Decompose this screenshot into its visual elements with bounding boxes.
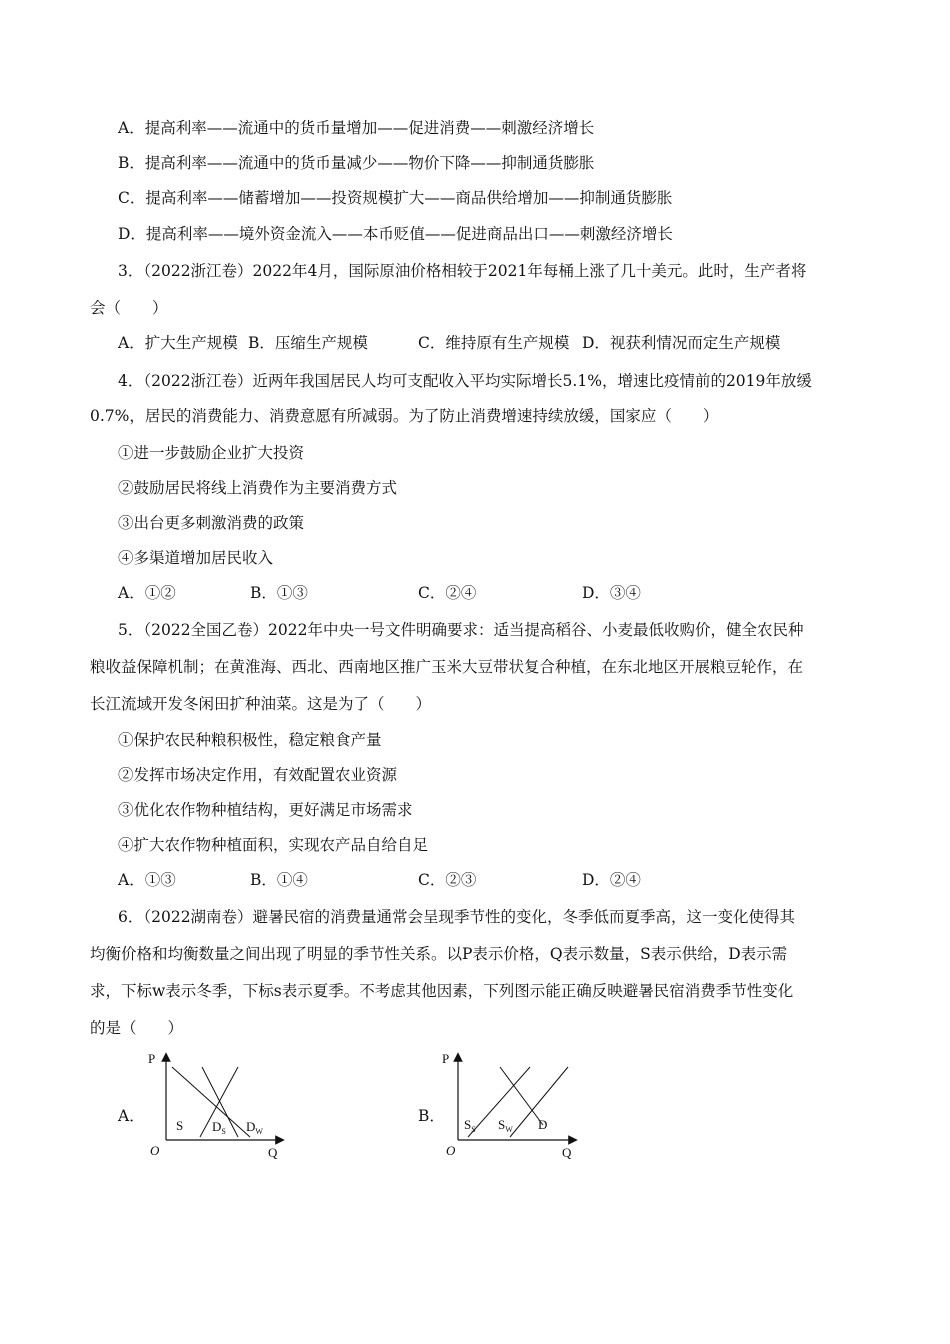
q6-graph-a-option: A． <box>118 1107 145 1125</box>
q3-option-c: C．维持原有生产规模 <box>418 334 570 352</box>
q5-option-d: D．②④ <box>582 871 641 889</box>
q2-option-d: D．提高利率——境外资金流入——本币贬值——促进商品出口——刺激经济增长 <box>118 225 673 243</box>
q4-stem-line1: 4．（2022浙江卷）近两年我国居民人均可支配收入平均实际增长5.1%，增速比疫情前的2019年放缓 <box>118 372 812 390</box>
q5-option-a: A．①③ <box>118 871 176 889</box>
q4-option-a: A．①② <box>118 584 176 602</box>
q3-option-a: A．扩大生产规模 <box>118 334 238 352</box>
graph-b-d-label: D <box>538 1117 548 1132</box>
q5-item-3: ③优化农作物种植结构，更好满足市场需求 <box>118 801 413 819</box>
graph-b-q-label: Q <box>562 1145 572 1160</box>
q5-stem-line1: 5．（2022全国乙卷）2022年中央一号文件明确要求：适当提高稻谷、小麦最低收购价，健全农民种 <box>118 621 804 639</box>
q4-option-b: B．①③ <box>250 584 308 602</box>
q3-option-b: B．压缩生产规模 <box>248 334 368 352</box>
graph-b-p-label: P <box>442 1051 450 1066</box>
graph-a-ds-label: $D_S$ <box>212 1119 226 1136</box>
q5-stem-line2: 粮收益保障机制；在黄淮海、西北、西南地区推广玉米大豆带状复合种植，在东北地区开展粮豆轮作，在 <box>90 658 804 676</box>
graph-a-origin-label: O <box>150 1143 160 1158</box>
graph-b-ss-label: $S_S$ <box>464 1117 476 1134</box>
q3-option-d: D．视获利情况而定生产规模 <box>582 334 781 352</box>
graph-a-s-label: S <box>176 1118 184 1133</box>
q4-option-c: C．②④ <box>418 584 477 602</box>
q3-stem-line1: 3．（2022浙江卷）2022年4月，国际原油价格相较于2021年每桶上涨了几十美元。此时，生产者将 <box>118 262 807 280</box>
q4-item-4: ④多渠道增加居民收入 <box>118 549 274 567</box>
graph-a-p-label: P <box>148 1051 156 1066</box>
q5-item-1: ①保护农民种粮积极性，稳定粮食产量 <box>118 731 382 749</box>
graph-a-q-label: Q <box>268 1145 278 1160</box>
q5-item-4: ④扩大农作物种植面积，实现农产品自给自足 <box>118 836 429 854</box>
q6-graph-b-option: B． <box>418 1107 445 1125</box>
q6-graph-a <box>140 1045 300 1160</box>
q6-stem-line1: 6．（2022湖南卷）避暑民宿的消费量通常会呈现季节性的变化，冬季低而夏季高，这一变化使得其 <box>118 908 796 926</box>
graph-b-demand-curve <box>500 1067 543 1125</box>
q2-option-b: B．提高利率——流通中的货币量减少——物价下降——抑制通货膨胀 <box>118 154 595 172</box>
q6-stem-line4: 的是（ ） <box>90 1019 184 1037</box>
graph-a-dw-label: $D_W$ <box>246 1119 263 1136</box>
graph-b-origin-label: O <box>446 1143 456 1158</box>
q4-item-3: ③出台更多刺激消费的政策 <box>118 514 305 532</box>
q5-option-b: B．①④ <box>250 871 308 889</box>
graph-b-sw-label: $S_W$ <box>498 1117 513 1134</box>
q4-stem-line2: 0.7%，居民的消费能力、消费意愿有所减弱。为了防止消费增速持续放缓，国家应（ ） <box>90 407 719 425</box>
graph-a-demand-curve-w <box>172 1067 250 1137</box>
q4-item-1: ①进一步鼓励企业扩大投资 <box>118 444 305 462</box>
q3-stem-line2: 会（ ） <box>90 299 168 317</box>
q6-graph-b <box>438 1045 598 1160</box>
q2-option-a: A．提高利率——流通中的货币量增加——促进消费——刺激经济增长 <box>118 119 595 137</box>
q5-item-2: ②发挥市场决定作用，有效配置农业资源 <box>118 766 398 784</box>
q5-option-c: C．②③ <box>418 871 477 889</box>
q5-stem-line3: 长江流域开发冬闲田扩种油菜。这是为了（ ） <box>90 695 432 713</box>
q2-option-c: C．提高利率——储蓄增加——投资规模扩大——商品供给增加——抑制通货膨胀 <box>118 189 673 207</box>
q6-stem-line2: 均衡价格和均衡数量之间出现了明显的季节性关系。以P表示价格，Q表示数量，S表示供给，D表示需 <box>90 945 788 963</box>
q6-stem-line3: 求，下标w表示冬季，下标s表示夏季。不考虑其他因素，下列图示能正确反映避暑民宿消费季节性变化 <box>90 982 794 1000</box>
q4-option-d: D．③④ <box>582 584 641 602</box>
q4-item-2: ②鼓励居民将线上消费作为主要消费方式 <box>118 479 398 497</box>
